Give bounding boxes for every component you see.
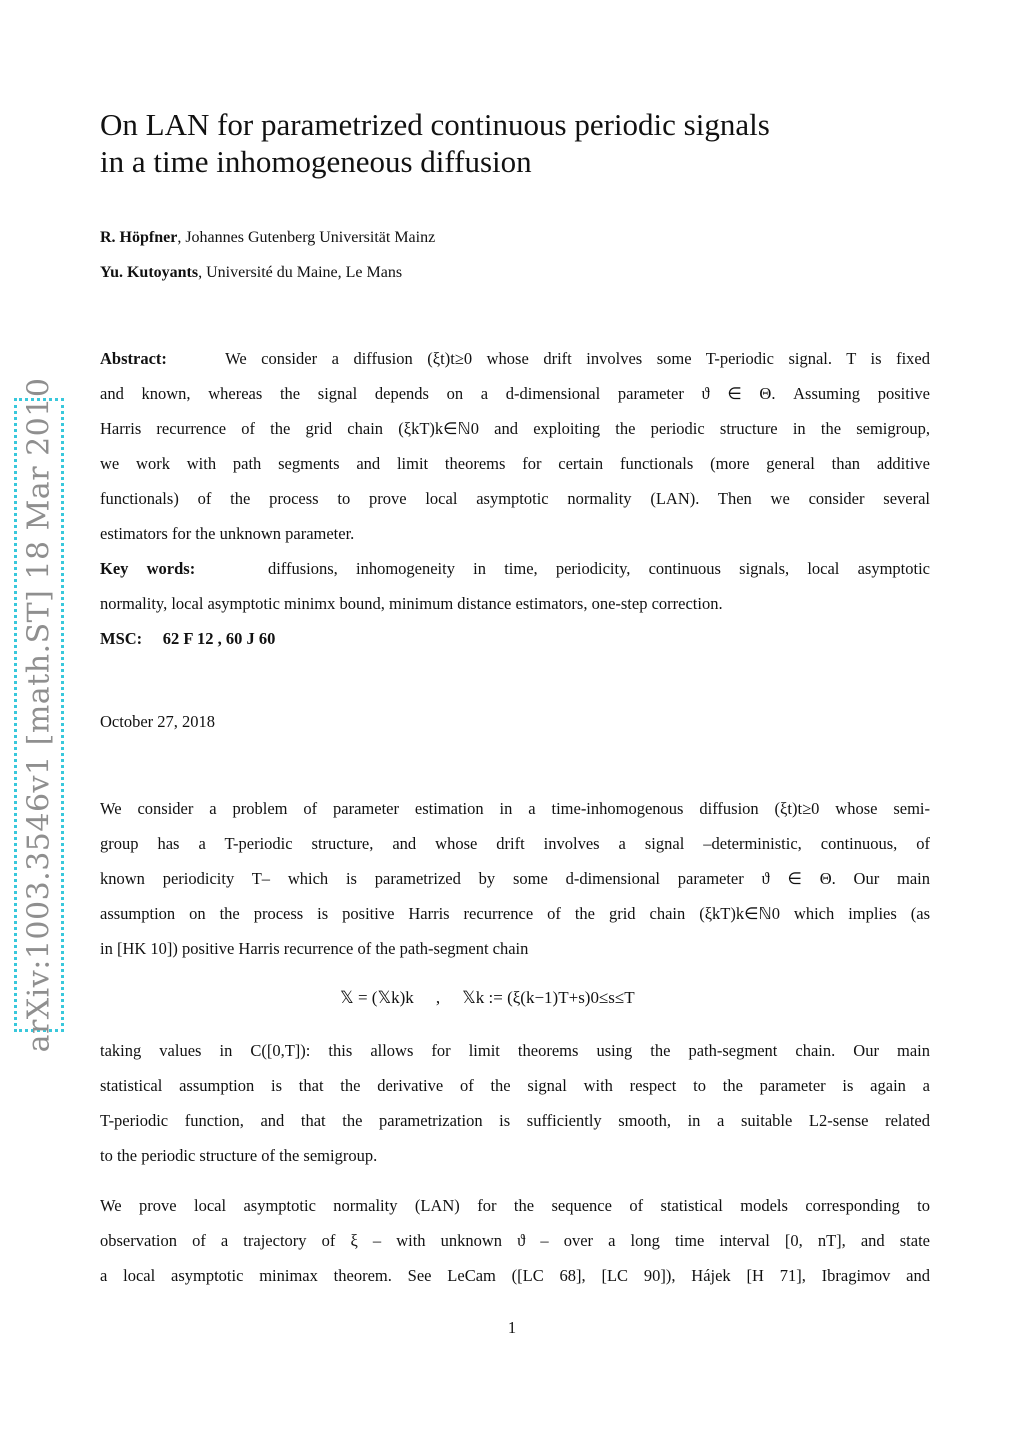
author-name: Yu. Kutoyants (100, 264, 199, 281)
formula-separator: , (435, 988, 441, 1007)
display-formula (340, 988, 635, 1008)
abstract (100, 341, 930, 551)
keywords-label: Key words: (100, 559, 196, 578)
abstract-line: and known, whereas the signal depends on a d-dimensional parameter ϑ ∈ Θ. Assuming positive (100, 384, 930, 403)
abstract-line: we work with path segments and limit theorems for certain functionals (more general than additive (100, 454, 930, 473)
title-line: On LAN for parametrized continuous periodic signals (100, 107, 770, 142)
msc-codes: 62 F 12 , 60 J 60 (162, 629, 276, 648)
author-1 (100, 229, 435, 247)
body-line: statistical assumption is that the derivative of the signal with respect to the parameter is again a (100, 1076, 930, 1095)
body-line: assumption on the process is positive Harris recurrence of the grid chain (ξkT)k∈ℕ0 which implies (as (100, 904, 930, 923)
title-line: in a time inhomogeneous diffusion (100, 144, 532, 179)
body-line: in [HK 10]) positive Harris recurrence of the path-segment chain (100, 939, 529, 958)
keywords-line (100, 551, 930, 586)
abstract-line: Harris recurrence of the grid chain (ξkT)k∈ℕ0 and exploiting the periodic structure in the semigroup, (100, 419, 930, 438)
abstract-line: functionals) of the process to prove local asymptotic normality (LAN). Then we consider several (100, 489, 930, 508)
body-line: known periodicity T– which is parametrized by some d-dimensional parameter ϑ ∈ Θ. Our main (100, 869, 930, 888)
body-line: observation of a trajectory of ξ – with unknown ϑ – over a long time interval [0, nT], and state (100, 1231, 930, 1250)
body-line: We consider a problem of parameter estimation in a time-inhomogenous diffusion (ξt)t≥0 whose semi- (100, 799, 930, 818)
keywords-text: diffusions, inhomogeneity in time, periodicity, continuous signals, local asymptotic (267, 559, 930, 578)
abstract-label: Abstract: (100, 349, 167, 368)
msc-label: MSC: (100, 629, 143, 648)
author-name: R. Höpfner (100, 229, 178, 246)
author-2 (100, 264, 402, 282)
paper-date: October 27, 2018 (100, 712, 216, 731)
formula-right: 𝕏k := (ξ(k−1)T+s)0≤s≤T (462, 988, 635, 1007)
msc-line (100, 621, 930, 656)
formula-left: 𝕏 = (𝕏k)k (340, 988, 414, 1007)
arxiv-identifier[interactable]: arXiv:1003.3546v1 [math.ST] 18 Mar 2010 (21, 377, 57, 1053)
author-affiliation: , Université du Maine, Le Mans (198, 264, 403, 281)
keywords (100, 551, 930, 621)
paragraph-3 (100, 1188, 930, 1293)
keywords-line: normality, local asymptotic minimx bound, minimum distance estimators, one-step correction. (100, 594, 723, 613)
paragraph-1 (100, 791, 930, 966)
abstract-text: We consider a diffusion (ξt)t≥0 whose drift involves some T-periodic signal. T is fixed (225, 349, 930, 368)
body-line: T-periodic function, and that the parametrization is sufficiently smooth, in a suitable L2-sense related (100, 1111, 930, 1130)
body-line: We prove local asymptotic normality (LAN) for the sequence of statistical models corresponding to (100, 1196, 930, 1215)
body-line: group has a T-periodic structure, and whose drift involves a signal –deterministic, continuous, of (100, 834, 930, 853)
msc (100, 621, 930, 656)
paragraph-2 (100, 1033, 930, 1173)
author-affiliation: , Johannes Gutenberg Universität Mainz (177, 229, 436, 246)
paper-title (100, 106, 940, 180)
abstract-line: estimators for the unknown parameter. (100, 524, 355, 543)
body-line: a local asymptotic minimax theorem. See LeCam ([LC 68], [LC 90]), Hájek [H 71], Ibragimov and (100, 1266, 930, 1285)
page-number: 1 (507, 1318, 517, 1337)
abstract-line (100, 341, 930, 376)
body-line: taking values in C([0,T]): this allows for limit theorems using the path-segment chain. Our main (100, 1041, 930, 1060)
body-line: to the periodic structure of the semigroup. (100, 1146, 378, 1165)
arxiv-stamp (14, 377, 64, 1053)
